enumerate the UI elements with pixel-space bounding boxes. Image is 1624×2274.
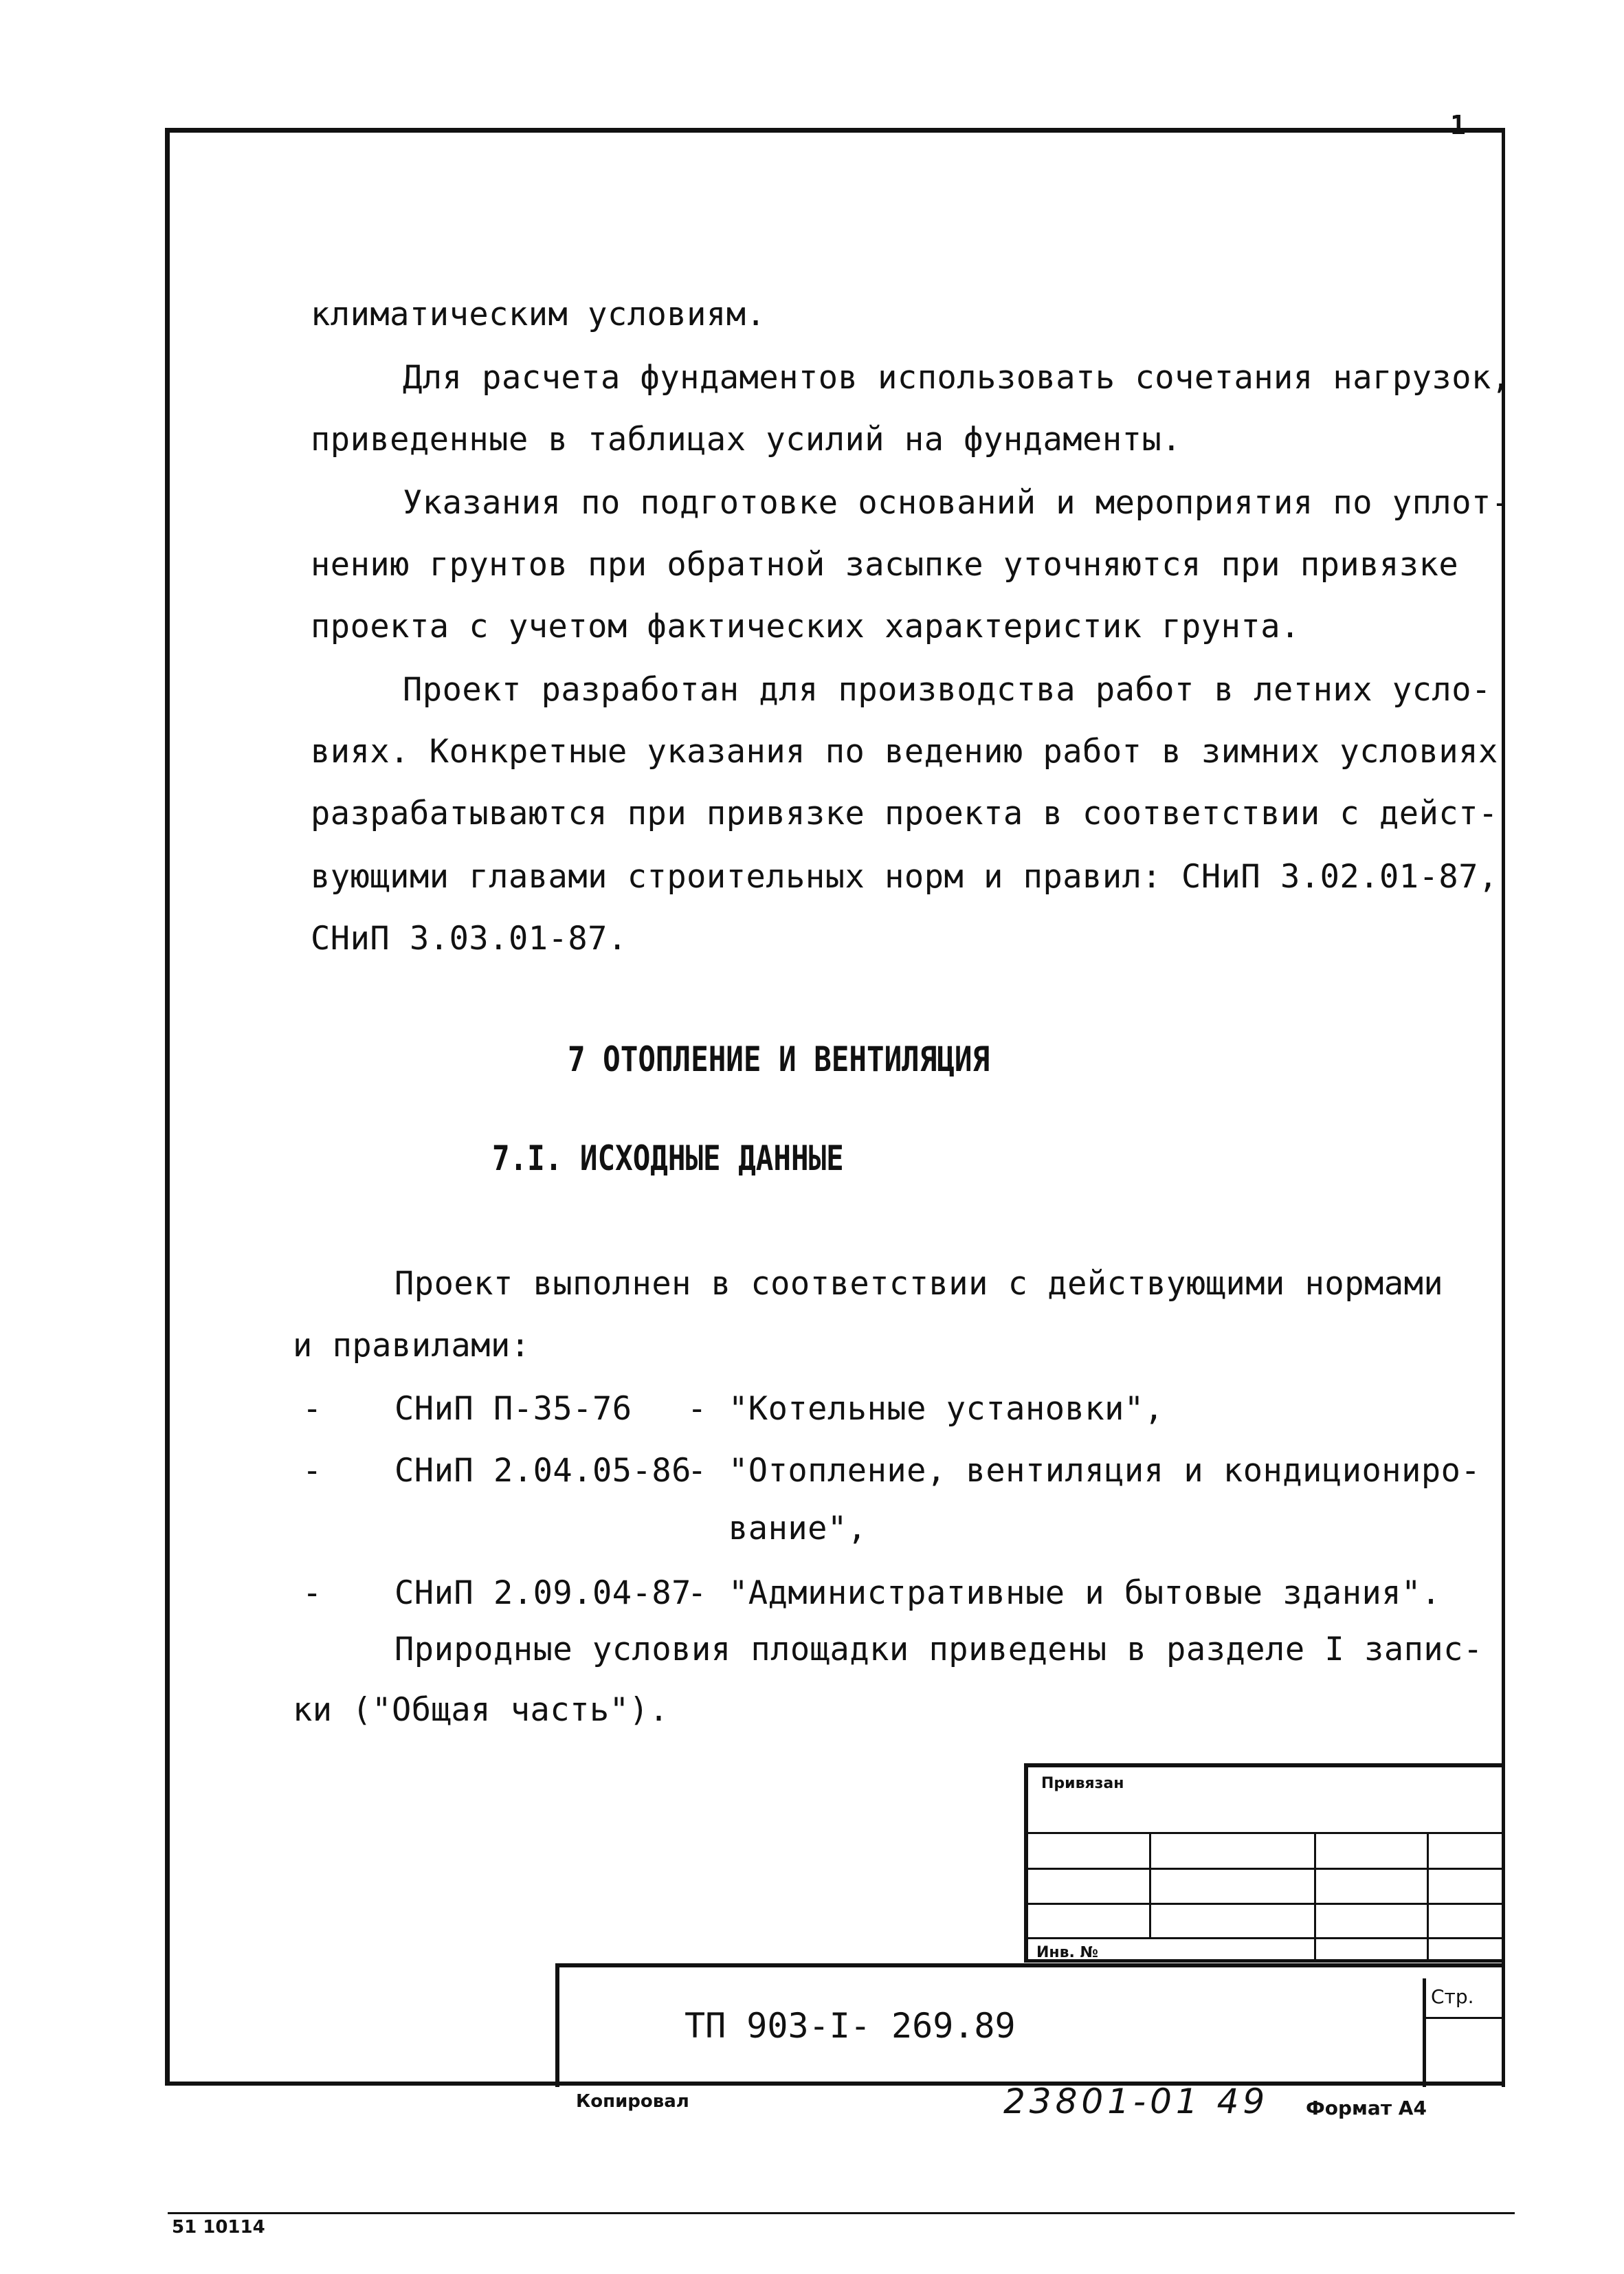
inv-number-label: Инв. №	[1036, 1944, 1099, 1961]
list-text: "Административные и бытовые здания".	[728, 1574, 1441, 1612]
list-text: вание",	[728, 1510, 867, 1547]
page-label: Стр.	[1431, 1985, 1474, 2008]
list-separator: -	[687, 1574, 707, 1612]
page-cell-line	[1423, 2017, 1505, 2019]
closing-line: ки ("Общая часть").	[293, 1691, 669, 1729]
intro-line: Проект выполнен в соответствии с действующими нормами	[394, 1265, 1444, 1303]
list-separator: -	[687, 1452, 707, 1490]
body-line: нению грунтов при обратной засыпке уточняются при привязке	[311, 546, 1459, 584]
sheet-code: 51 10114	[172, 2217, 265, 2238]
page-corner-mark: 1	[1450, 110, 1466, 140]
stamp-row-line	[1024, 1832, 1505, 1834]
copied-label: Копировал	[576, 2091, 689, 2112]
intro-line: и правилами:	[293, 1327, 531, 1365]
body-line: Указания по подготовке оснований и мероприятия по уплот-	[403, 484, 1511, 522]
body-line: Проект разработан для производства работ в летних усло-	[403, 671, 1491, 709]
list-dash: -	[302, 1452, 322, 1490]
body-line: проекта с учетом фактических характеристик грунта.	[311, 608, 1300, 645]
body-line: виях. Конкретные указания по ведению работ в зимних условиях	[311, 733, 1498, 771]
list-separator: -	[687, 1390, 707, 1428]
stamp-col-line	[1314, 1832, 1316, 1963]
closing-line: Природные условия площадки приведены в разделе I запис-	[394, 1631, 1483, 1668]
list-dash: -	[302, 1390, 322, 1428]
body-line: вующими главами строительных норм и правил: СНиП 3.02.01-87,	[311, 858, 1498, 896]
body-line: приведенные в таблицах усилий на фундаменты.	[311, 421, 1182, 459]
section-heading: 7 ОТОПЛЕНИЕ И ВЕНТИЛЯЦИЯ	[568, 1039, 990, 1079]
stamp-row-line	[1024, 1868, 1505, 1870]
list-code: СНиП 2.04.05-86	[394, 1452, 691, 1490]
stamp-col-line	[1149, 1832, 1151, 1937]
list-code: СНиП 2.09.04-87	[394, 1574, 691, 1612]
body-line: Для расчета фундаментов использовать сочетания нагрузок,	[403, 359, 1511, 397]
body-line: климатическим условиям.	[311, 296, 766, 333]
list-code: СНиП П-35-76	[394, 1390, 632, 1428]
attached-label: Привязан	[1041, 1775, 1124, 1792]
attachment-stamp-table	[1024, 1763, 1505, 1963]
list-dash: -	[302, 1574, 322, 1612]
list-text: "Отопление, вентиляция и кондициониро-	[728, 1452, 1481, 1490]
format-label: Формат А4	[1306, 2097, 1427, 2119]
body-line: разрабатываются при привязке проекта в соответствии с дейст-	[311, 795, 1498, 832]
subsection-heading: 7.I. ИСХОДНЫЕ ДАННЫЕ	[492, 1138, 844, 1178]
list-text: "Котельные установки",	[728, 1390, 1164, 1428]
stamp-col-line	[1427, 1832, 1429, 1963]
bottom-rule	[168, 2212, 1515, 2214]
stamp-row-line	[1024, 1937, 1505, 1939]
body-line: СНиП 3.03.01-87.	[311, 920, 627, 958]
page-cell-line	[1423, 1978, 1426, 2087]
stamp-row-line	[1024, 1903, 1505, 1905]
handwritten-number: 23801-01 49	[1003, 2082, 1269, 2121]
document-number: ТП 903-I- 269.89	[685, 2006, 1016, 2046]
